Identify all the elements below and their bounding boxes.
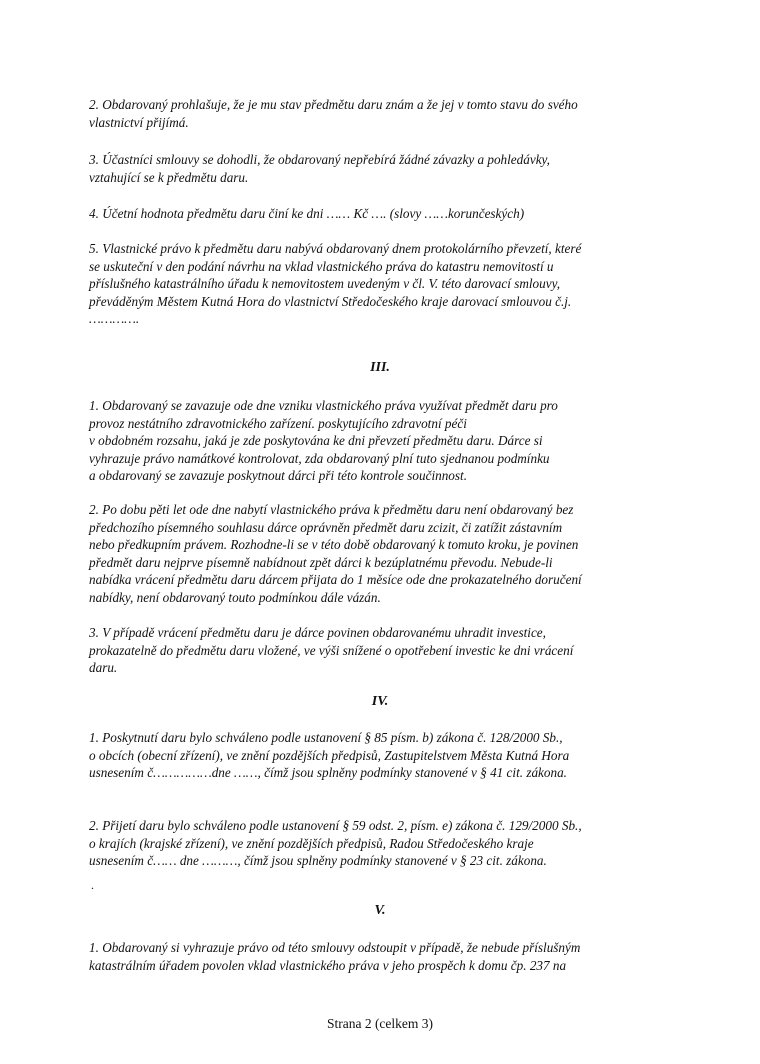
text-line: o krajích (krajské zřízení), ve znění pozdějších předpisů, Radou Středočeského kraje bbox=[89, 835, 534, 851]
paragraph-ii-4 bbox=[89, 205, 669, 223]
page-footer: Strana 2 (celkem 3) bbox=[326, 1016, 434, 1031]
text-line: předchozího písemného souhlasu dárce oprávněn předmět daru zcizit, či zatížit zástavním bbox=[89, 519, 563, 535]
paragraph-iv-1 bbox=[89, 729, 669, 782]
paragraph-iii-2 bbox=[89, 501, 669, 606]
paragraph-iii-1 bbox=[89, 397, 669, 485]
text-line: se uskuteční v den podání návrhu na vklad vlastnického práva do katastru nemovitostí u bbox=[89, 258, 554, 274]
section-heading-v: V. bbox=[374, 903, 386, 918]
text-line: předmět daru nejprve písemně nabídnout zpět dárci k bezúplatnému převodu. Nebude-li bbox=[89, 554, 553, 570]
text-line: převáděným Městem Kutná Hora do vlastnictví Středočeského kraje darovací smlouvou č.j. bbox=[89, 293, 572, 309]
text-line: vlastnictví přijímá. bbox=[89, 114, 189, 130]
text-line: nebo předkupním právem. Rozhodne-li se v této době obdarovaný k tomuto kroku, je povinen bbox=[89, 537, 579, 552]
text-line: a obdarovaný se zavazuje poskytnout dárci při této kontrole součinnost. bbox=[89, 468, 467, 483]
text-line: 1. Obdarovaný se zavazuje ode dne vzniku vlastnického práva využívat předmět daru pro bbox=[89, 398, 558, 413]
text-line: katastrálním úřadem povolen vklad vlastnického práva v jeho prospěch k domu čp. 237 na bbox=[89, 957, 567, 973]
text-line: prokazatelně do předmětu daru vložené, ve výši snížené o opotřebení investic ke dni vrácení bbox=[89, 642, 574, 658]
text-line: 2. Přijetí daru bylo schváleno podle ustanovení § 59 odst. 2, písm. e) zákona č. 129/2000 Sb., bbox=[89, 818, 582, 833]
text-line: 4. Účetní hodnota předmětu daru činí ke dni …… Kč …. (slovy ……korunčeských) bbox=[89, 206, 525, 221]
text-line: vyhrazuje právo namátkové kontrolovat, zda obdarovaný plní tuto sjednanou podmínku bbox=[89, 450, 550, 466]
text-line: vztahující se k předmětu daru. bbox=[89, 169, 249, 185]
text-line: v obdobném rozsahu, jaká je zde poskytována ke dni převzetí předmětu daru. Dárce si bbox=[89, 433, 543, 448]
stray-mark: . bbox=[91, 878, 94, 892]
text-line: nabídka vrácení předmětu daru dárcem přijata do 1 měsíce ode dne prokazatelného doručení bbox=[89, 572, 582, 587]
text-line: daru. bbox=[89, 660, 118, 675]
text-line: 5. Vlastnické právo k předmětu daru nabývá obdarovaný dnem protokolárního převzetí, které bbox=[89, 241, 582, 256]
paragraph-iv-2 bbox=[89, 817, 669, 870]
text-line: 3. V případě vrácení předmětu daru je dárce povinen obdarovanému uhradit investice, bbox=[89, 625, 546, 640]
text-line: 3. Účastníci smlouvy se dohodli, že obdarovaný nepřebírá žádné závazky a pohledávky, bbox=[89, 152, 550, 167]
text-line: příslušného katastrálního úřadu k nemovitostem uvedeným v čl. V. této darovací smlouvy, bbox=[89, 276, 560, 291]
text-line: usnesením č…… dne ………, čímž jsou splněny podmínky stanovené v § 23 cit. zákona. bbox=[89, 853, 547, 868]
text-line: o obcích (obecní zřízení), ve znění pozdějších předpisů, Zastupitelstvem Města Kutná Hora bbox=[89, 747, 570, 763]
text-line: provoz nestátního zdravotnického zařízení. poskytujícího zdravotní péči bbox=[89, 415, 467, 431]
paragraph-ii-2 bbox=[89, 96, 669, 131]
text-line: 1. Obdarovaný si vyhrazuje právo od této smlouvy odstoupit v případě, že nebude příslušným bbox=[89, 940, 581, 955]
paragraph-ii-5 bbox=[89, 240, 669, 328]
paragraph-iii-3 bbox=[89, 624, 669, 677]
paragraph-ii-3 bbox=[89, 151, 669, 186]
text-line: …………. bbox=[89, 311, 140, 326]
paragraph-v-1 bbox=[89, 939, 669, 974]
text-line: 2. Obdarovaný prohlašuje, že je mu stav předmětu daru znám a že jej v tomto stavu do svého bbox=[89, 97, 578, 112]
text-line: usnesením č……………dne ……, čímž jsou splněny podmínky stanovené v § 41 cit. zákona. bbox=[89, 765, 567, 780]
text-line: 2. Po dobu pěti let ode dne nabytí vlastnického práva k předmětu daru není obdarovaný bez bbox=[89, 502, 574, 517]
text-line: 1. Poskytnutí daru bylo schváleno podle ustanovení § 85 písm. b) zákona č. 128/2000 Sb., bbox=[89, 730, 563, 745]
section-heading-iii: III. bbox=[370, 360, 390, 375]
text-line: nabídky, není obdarovaný touto podmínkou dále vázán. bbox=[89, 589, 381, 605]
section-heading-iv: IV. bbox=[371, 694, 389, 709]
